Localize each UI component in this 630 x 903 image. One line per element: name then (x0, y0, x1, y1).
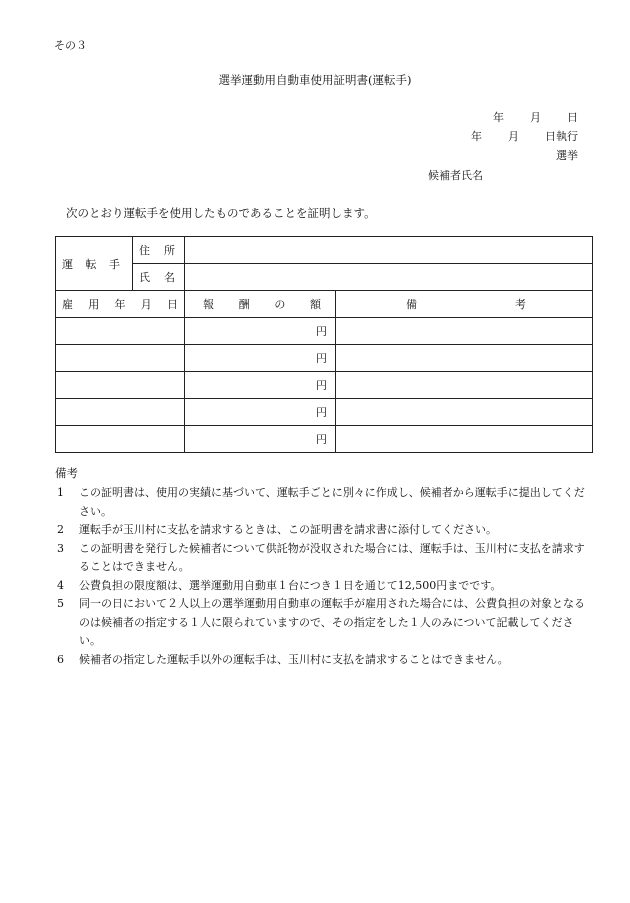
employment-date-cell[interactable] (56, 426, 185, 453)
header-char: 酬 (238, 298, 250, 311)
note-text: 候補者の指定した運転手以外の運転手は、玉川村に支払を請求することはできません。 (79, 652, 509, 666)
document-title: 選挙運動用自動車使用証明書(運転手) (218, 73, 412, 87)
table-row (56, 318, 593, 345)
employment-date-cell[interactable] (56, 345, 185, 372)
remarks-cell[interactable] (336, 426, 593, 453)
date-line (493, 109, 578, 125)
form-number: その３ (54, 39, 87, 52)
candidate-name-label: 候補者氏名 (428, 169, 483, 182)
note-number: 4 (57, 578, 64, 592)
compensation-header (185, 291, 336, 318)
note-item (55, 540, 595, 577)
execution-date-line (471, 128, 578, 144)
name-label-cell (133, 264, 185, 291)
name-label-char: 名 (164, 271, 175, 284)
note-item (55, 651, 595, 670)
employment-date-cell[interactable] (56, 318, 185, 345)
date-day-label: 日 (567, 111, 578, 124)
header-char: の (274, 298, 286, 311)
election-label: 選挙 (556, 149, 578, 162)
employment-date-cell[interactable] (56, 399, 185, 426)
exec-month-label: 月 (508, 130, 519, 143)
note-number: 5 (57, 597, 64, 610)
driver-label-char: 転 (85, 257, 97, 271)
address-field[interactable] (185, 237, 593, 264)
address-label-char: 住 (139, 244, 150, 257)
compensation-cell[interactable]: 円 (185, 426, 336, 453)
table-row (56, 372, 593, 399)
header-char: 日 (167, 298, 178, 311)
note-text: この証明書を発行した候補者について供託物が没収された場合には、運転手は、玉川村に支払を請求することはできません。 (79, 541, 585, 573)
employment-date-header (56, 291, 185, 318)
table-row (56, 426, 593, 453)
header-char: 年 (114, 298, 126, 311)
date-month-label: 月 (530, 111, 541, 124)
certificate-table (55, 236, 593, 453)
table-row (56, 345, 593, 372)
driver-label-char: 運 (62, 257, 73, 271)
driver-label-cell (56, 237, 133, 291)
header-char: 用 (88, 298, 100, 311)
column-header-row (56, 291, 593, 318)
intro-text: 次のとおり運転手を使用したものであることを証明します。 (66, 206, 376, 220)
note-item (55, 577, 595, 596)
date-year-label: 年 (493, 111, 504, 124)
note-number: 2 (57, 523, 64, 536)
header-char: 額 (309, 298, 321, 311)
compensation-cell[interactable]: 円 (185, 399, 336, 426)
note-number: 3 (57, 541, 64, 555)
compensation-cell[interactable]: 円 (185, 345, 336, 372)
employment-date-cell[interactable] (56, 372, 185, 399)
note-text: 同一の日において２人以上の選挙運動用自動車の運転手が雇用された場合には、公費負担の対象となるのは候補者の指定する１人に限られていますので、その指定をした１人のみについて記載してください。 (79, 597, 585, 647)
exec-day-label: 日執行 (545, 130, 578, 143)
note-number: 6 (57, 652, 64, 666)
name-label-char: 氏 (139, 271, 150, 284)
driver-address-row (56, 237, 593, 264)
remarks-cell[interactable] (336, 372, 593, 399)
note-item (55, 521, 595, 540)
compensation-cell[interactable]: 円 (185, 372, 336, 399)
table-row (56, 399, 593, 426)
remarks-cell[interactable] (336, 345, 593, 372)
address-label-cell (133, 237, 185, 264)
header-char: 考 (515, 298, 526, 311)
note-text: この証明書は、使用の実績に基づいて、運転手ごとに別々に作成し、候補者から運転手に提出してください。 (79, 486, 585, 518)
header-char: 報 (203, 298, 214, 311)
note-item (55, 595, 595, 651)
note-text: 運転手が玉川村に支払を請求するときは、この証明書を請求書に添付してください。 (79, 523, 497, 536)
remarks-header (336, 291, 593, 318)
remarks-cell[interactable] (336, 318, 593, 345)
notes-heading: 備考 (55, 466, 78, 480)
header-char: 備 (406, 298, 417, 311)
remarks-cell[interactable] (336, 399, 593, 426)
compensation-cell[interactable]: 円 (185, 318, 336, 345)
name-field[interactable] (185, 264, 593, 291)
driver-label-char: 手 (109, 257, 120, 271)
driver-name-row (56, 264, 593, 291)
exec-year-label: 年 (471, 130, 482, 143)
address-label-char: 所 (164, 244, 175, 257)
note-item (55, 484, 595, 521)
note-number: 1 (57, 486, 64, 499)
header-char: 雇 (62, 298, 73, 311)
notes-list (55, 484, 595, 669)
note-text: 公費負担の限度額は、選挙運動用自動車１台につき１日を通じて12,500円までです。 (79, 578, 502, 592)
header-char: 月 (140, 298, 152, 311)
